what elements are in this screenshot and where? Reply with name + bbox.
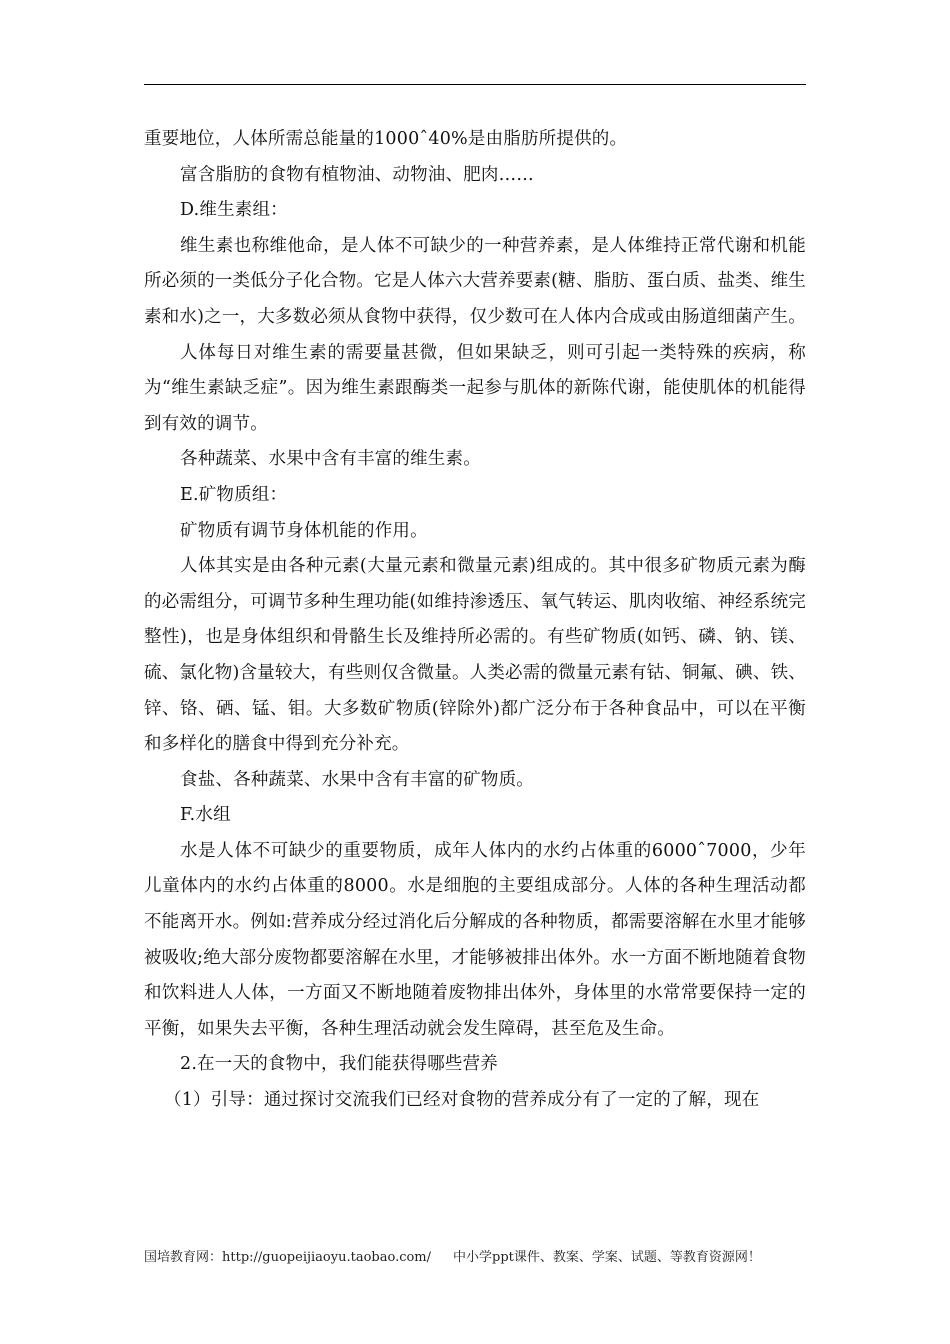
heading-mineral: E.矿物质组：: [180, 484, 288, 505]
paragraph-mineral-detail: 人体其实是由各种元素(大量元素和微量元素)组成的。其中很多矿物质元素为酶的必需组分，可调节多种生理功能(如维持渗透压、氧气转运、肌肉收缩、神经系统完整性)，也是身体组织和骨骼生长及维持所必需的。有些矿物质(如钙、磷、钠、镁、硫、氯化物)含量较大，有些则仅含微量。人类必需的微量元素有钴、铜氟、碘、铁、锌、铬、硒、锰、钼。大多数矿物质(锌除外)都广泛分布于各种食品中，可以在平衡和多样化的膳食中得到充分补充。: [144, 556, 806, 755]
heading-vitamin: D.维生素组：: [180, 200, 288, 221]
footer-site-label: 国培教育网：http://guopeijiaoyu.taobao.com/: [144, 1250, 432, 1265]
heading-section-2: 2.在一天的食物中，我们能获得哪些营养: [180, 1054, 498, 1075]
footer-tagline: 中小学ppt课件、教案、学案、试题、等教育资源网！: [453, 1250, 761, 1265]
paragraph-vitamin-deficiency: 人体每日对维生素的需要量甚微，但如果缺乏，则可引起一类特殊的疾病，称为“维生素缺乏症”。因为维生素跟酶类一起参与肌体的新陈代谢，能使肌体的机能得到有效的调节。: [144, 342, 806, 434]
paragraph-fat-energy: 重要地位，人体所需总能量的1000ˆ40%是由脂肪所提供的。: [144, 129, 628, 149]
page-footer: [144, 1246, 806, 1265]
paragraph-vitamin-foods: 各种蔬菜、水果中含有丰富的维生素。: [180, 449, 481, 470]
paragraph-guide-1: （1）引导：通过探讨交流我们已经对食物的营养成分有了一定的了解，现在: [164, 1090, 760, 1111]
paragraph-mineral-foods: 食盐、各种蔬菜、水果中含有丰富的矿物质。: [180, 769, 534, 790]
document-body: [144, 122, 806, 1119]
paragraph-water-detail: 水是人体不可缺少的重要物质，成年人体内的水约占体重的6000ˆ7000，少年儿童体内的水约占体重的8000。水是细胞的主要组成部分。人体的各种生理活动都不能离开水。例如:营养成分经过消化后分解成的各种物质，都需要溶解在水里才能够被吸收;绝大部分废物都要溶解在水里，才能够被排出体外。水一方面不断地随着食物和饮料进人人体，一方面又不断地随着废物排出体外，身体里的水常常要保持一定的平衡，如果失去平衡，各种生理活动就会发生障碍，甚至危及生命。: [144, 840, 806, 1039]
heading-water: F.水组: [180, 805, 231, 826]
header-rule: [144, 84, 806, 85]
paragraph-fat-foods: 富含脂肪的食物有植物油、动物油、肥肉……: [180, 164, 534, 185]
paragraph-mineral-intro: 矿物质有调节身体机能的作用。: [180, 520, 428, 541]
paragraph-vitamin-intro: 维生素也称维他命，是人体不可缺少的一种营养素，是人体维持正常代谢和机能所必须的一类低分子化合物。它是人体六大营养要素(糖、脂肪、蛋白质、盐类、维生素和水)之一，大多数必须从食物中获得，仅少数可在人体内合成或由肠道细菌产生。: [144, 235, 806, 327]
